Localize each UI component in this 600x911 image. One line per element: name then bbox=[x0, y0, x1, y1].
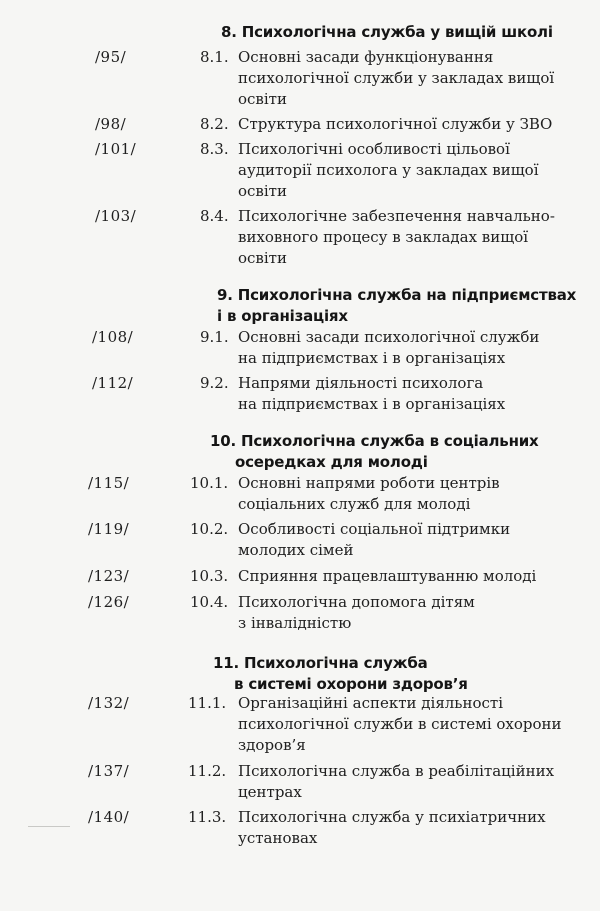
entry-title bbox=[238, 693, 562, 756]
entry-title bbox=[238, 566, 536, 587]
section-title-line: 11. Психологічна служба bbox=[213, 654, 428, 672]
entry-title-line: Структура психологічної служби у ЗВО bbox=[238, 115, 553, 133]
entry-title bbox=[238, 519, 510, 561]
entry-number: 8.3. bbox=[200, 140, 229, 158]
entry-title-line: Психологічні особливості цільової bbox=[238, 140, 510, 158]
entry-title-line: Основні засади функціонування bbox=[238, 48, 494, 66]
entry-title-line: центрах bbox=[238, 783, 302, 801]
page-ref: /132/ bbox=[88, 694, 130, 712]
entry-title bbox=[238, 373, 505, 415]
entry-title-line: соціальних служб для молоді bbox=[238, 495, 471, 513]
page-ref: /137/ bbox=[88, 762, 130, 780]
entry-title-line: Організаційні аспекти діяльності bbox=[238, 694, 503, 712]
page-ref: /126/ bbox=[88, 593, 130, 611]
page-ref: /108/ bbox=[92, 328, 134, 346]
section-title-line: 10. Психологічна служба в соціальних bbox=[210, 432, 539, 450]
entry-number: 8.2. bbox=[200, 115, 229, 133]
section-title bbox=[213, 653, 468, 695]
page-ref: /98/ bbox=[95, 115, 127, 133]
entry-title bbox=[238, 206, 555, 269]
entry-title-line: Основні засади психологічної служби bbox=[238, 328, 540, 346]
entry-title bbox=[238, 592, 475, 634]
entry-number: 11.1. bbox=[188, 694, 227, 712]
entry-number: 10.1. bbox=[190, 474, 229, 492]
section-title bbox=[217, 285, 576, 327]
entry-title-line: молодих сімей bbox=[238, 541, 354, 559]
scan-artifact-line bbox=[28, 826, 70, 827]
section-title-line: 8. Психологічна служба у вищій школі bbox=[221, 23, 553, 41]
entry-title-line: Сприяння працевлаштуванню молоді bbox=[238, 567, 537, 585]
entry-number: 9.2. bbox=[200, 374, 229, 392]
entry-title-line: Напрями діяльності психолога bbox=[238, 374, 484, 392]
entry-title-line: на підприємствах і в організаціях bbox=[238, 349, 506, 367]
entry-title bbox=[238, 473, 500, 515]
entry-number: 9.1. bbox=[200, 328, 229, 346]
entry-title bbox=[238, 327, 539, 369]
page-ref: /140/ bbox=[88, 808, 130, 826]
page-ref: /101/ bbox=[95, 140, 137, 158]
entry-title-line: Основні напрями роботи центрів bbox=[238, 474, 500, 492]
entry-title-line: здоров’я bbox=[238, 736, 306, 754]
section-title bbox=[210, 431, 539, 473]
entry-number: 8.4. bbox=[200, 207, 229, 225]
section-title-line: в системі охорони здоров’я bbox=[234, 675, 468, 693]
entry-title-line: освіти bbox=[238, 90, 287, 108]
entry-number: 8.1. bbox=[200, 48, 229, 66]
entry-title-line: Психологічне забезпечення навчально- bbox=[238, 207, 555, 225]
entry-title-line: Психологічна служба в реабілітаційних bbox=[238, 762, 555, 780]
entry-title-line: установах bbox=[238, 829, 318, 847]
entry-title bbox=[238, 114, 552, 135]
page-ref: /103/ bbox=[95, 207, 137, 225]
section-title bbox=[221, 22, 553, 43]
page-ref: /123/ bbox=[88, 567, 130, 585]
page-ref: /112/ bbox=[92, 374, 134, 392]
entry-number: 10.2. bbox=[190, 520, 229, 538]
entry-title-line: виховного процесу в закладах вищої bbox=[238, 228, 529, 246]
entry-title-line: Психологічна служба у психіатричних bbox=[238, 808, 546, 826]
entry-number: 11.3. bbox=[188, 808, 227, 826]
entry-title-line: освіти bbox=[238, 182, 287, 200]
entry-title bbox=[238, 761, 554, 803]
entry-title-line: на підприємствах і в організаціях bbox=[238, 395, 506, 413]
entry-title-line: Особливості соціальної підтримки bbox=[238, 520, 511, 538]
entry-number: 10.4. bbox=[190, 593, 229, 611]
page-ref: /95/ bbox=[95, 48, 127, 66]
entry-title-line: з інвалідністю bbox=[238, 614, 352, 632]
entry-title-line: психологічної служби в системі охорони bbox=[238, 715, 562, 733]
entry-title-line: аудиторії психолога у закладах вищої bbox=[238, 161, 539, 179]
entry-number: 11.2. bbox=[188, 762, 227, 780]
entry-title bbox=[238, 807, 546, 849]
entry-title bbox=[238, 139, 539, 202]
section-title-line: осередках для молоді bbox=[235, 453, 428, 471]
entry-title-line: Психологічна допомога дітям bbox=[238, 593, 475, 611]
entry-title bbox=[238, 47, 554, 110]
entry-title-line: освіти bbox=[238, 249, 287, 267]
entry-title-line: психологічної служби у закладах вищої bbox=[238, 69, 555, 87]
entry-number: 10.3. bbox=[190, 567, 229, 585]
page-ref: /119/ bbox=[88, 520, 130, 538]
section-title-line: і в організаціях bbox=[217, 307, 348, 325]
page-ref: /115/ bbox=[88, 474, 130, 492]
section-title-line: 9. Психологічна служба на підприємствах bbox=[217, 286, 577, 304]
